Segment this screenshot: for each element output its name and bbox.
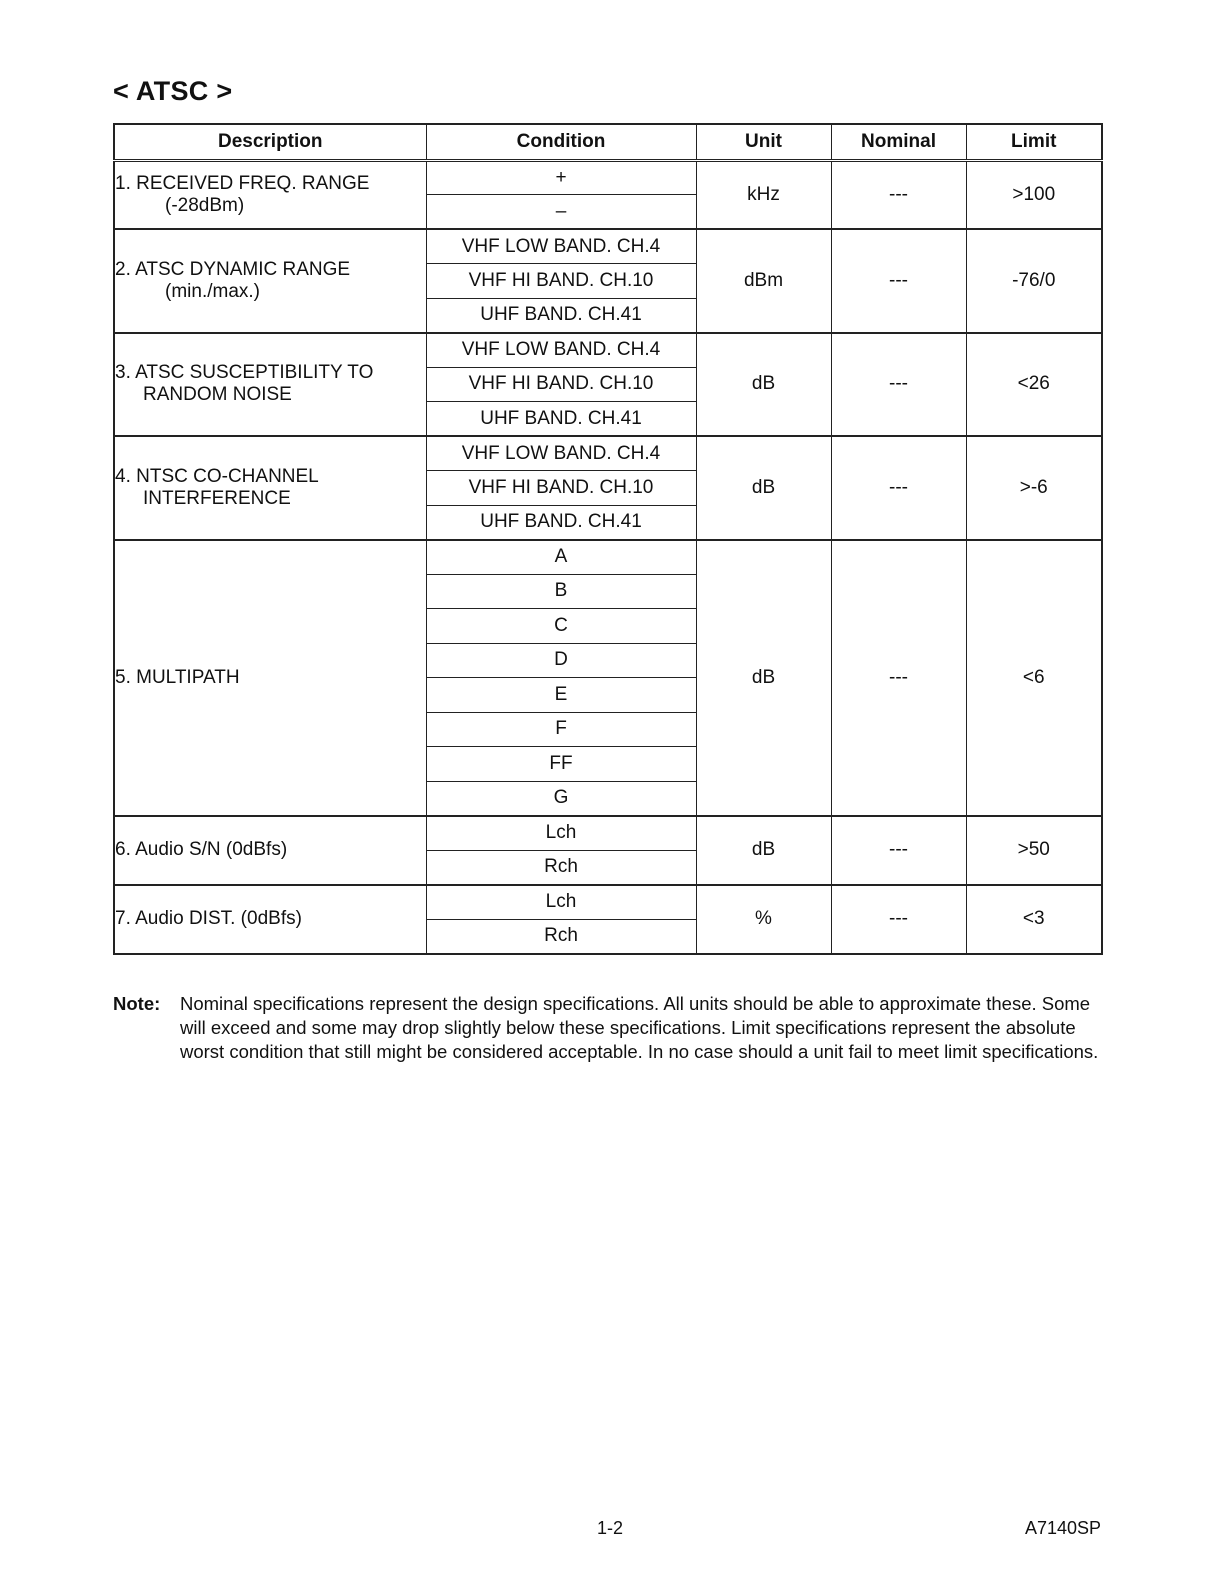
description-cell: [114, 436, 426, 540]
description-cell: [114, 540, 426, 816]
unit-cell: dBm: [696, 229, 831, 333]
spec-table: [113, 123, 1103, 955]
spec-group: [114, 333, 1102, 437]
condition-cell: B: [426, 574, 696, 609]
unit-cell: %: [696, 885, 831, 954]
page-number: 1-2: [596, 1518, 623, 1538]
condition-cell: Lch: [426, 885, 696, 920]
spec-group: [114, 160, 1102, 229]
unit-cell: kHz: [696, 160, 831, 229]
description-line: 3. ATSC SUSCEPTIBILITY TO: [115, 362, 374, 384]
description-line: 6. Audio S/N (0dBfs): [115, 839, 288, 860]
nominal-cell: ---: [831, 540, 966, 816]
description-line: 5. MULTIPATH: [115, 666, 240, 688]
nominal-cell: ---: [831, 885, 966, 954]
condition-cell: VHF HI BAND. CH.10: [426, 471, 696, 506]
table-row: [114, 229, 1102, 264]
condition-cell: Rch: [426, 919, 696, 954]
header-unit: Unit: [696, 124, 831, 160]
condition-cell: Rch: [426, 850, 696, 885]
nominal-cell: ---: [831, 160, 966, 229]
condition-cell: D: [426, 643, 696, 678]
condition-cell: G: [426, 781, 696, 816]
description-line: 1. RECEIVED FREQ. RANGE: [115, 172, 370, 194]
unit-cell: dB: [696, 540, 831, 816]
condition-cell: VHF LOW BAND. CH.4: [426, 229, 696, 264]
limit-cell: <3: [966, 885, 1102, 954]
condition-cell: –: [426, 195, 696, 230]
unit-cell: dB: [696, 436, 831, 540]
condition-cell: +: [426, 160, 696, 195]
condition-cell: FF: [426, 747, 696, 782]
description-cell: [114, 229, 426, 333]
header-row: [114, 124, 1102, 160]
description-line: (min./max.): [165, 280, 260, 302]
condition-cell: C: [426, 609, 696, 644]
description-cell: [114, 885, 426, 954]
condition-cell: VHF HI BAND. CH.10: [426, 367, 696, 402]
nominal-cell: ---: [831, 436, 966, 540]
description-line: 4. NTSC CO-CHANNEL: [115, 465, 319, 487]
condition-cell: F: [426, 712, 696, 747]
description-line: INTERFERENCE: [143, 487, 291, 509]
spec-group: [114, 885, 1102, 954]
description-cell: [114, 333, 426, 437]
spec-group: [114, 436, 1102, 540]
table-row: [114, 540, 1102, 575]
limit-cell: -76/0: [966, 229, 1102, 333]
header-description: Description: [114, 124, 426, 160]
description-cell: [114, 816, 426, 885]
header-condition: Condition: [426, 124, 696, 160]
limit-cell: <6: [966, 540, 1102, 816]
condition-cell: A: [426, 540, 696, 575]
spec-group: [114, 540, 1102, 816]
condition-cell: UHF BAND. CH.41: [426, 298, 696, 333]
header-nominal: Nominal: [831, 124, 966, 160]
description-line: RANDOM NOISE: [143, 384, 292, 406]
note: [113, 992, 1103, 1064]
condition-cell: VHF LOW BAND. CH.4: [426, 436, 696, 471]
unit-cell: dB: [696, 333, 831, 437]
page-title: < ATSC >: [113, 76, 233, 106]
limit-cell: >50: [966, 816, 1102, 885]
description-line: (-28dBm): [165, 194, 245, 216]
limit-cell: >-6: [966, 436, 1102, 540]
condition-cell: UHF BAND. CH.41: [426, 505, 696, 540]
condition-cell: VHF LOW BAND. CH.4: [426, 333, 696, 368]
table-row: [114, 436, 1102, 471]
condition-cell: Lch: [426, 816, 696, 851]
limit-cell: <26: [966, 333, 1102, 437]
document-code: A7140SP: [1024, 1518, 1101, 1538]
unit-cell: dB: [696, 816, 831, 885]
nominal-cell: ---: [831, 816, 966, 885]
description-line: 2. ATSC DYNAMIC RANGE: [115, 258, 351, 280]
condition-cell: VHF HI BAND. CH.10: [426, 264, 696, 299]
condition-cell: E: [426, 678, 696, 713]
nominal-cell: ---: [831, 333, 966, 437]
header-limit: Limit: [966, 124, 1102, 160]
spec-group: [114, 816, 1102, 885]
table-row: [114, 816, 1102, 851]
description-line: 7. Audio DIST. (0dBfs): [115, 908, 302, 929]
note-label: Note:: [113, 993, 161, 1014]
note-text: Nominal specifications represent the design specifications. All units should be able to approximate these. Some will exceed and some may drop slightly below these specifications. Limit specifications represent the absolute worst condition that still might be considered acceptable. In no case should a unit fail to meet limit specifications.: [180, 993, 1099, 1062]
limit-cell: >100: [966, 160, 1102, 229]
table-row: [114, 160, 1102, 195]
table-row: [114, 885, 1102, 920]
nominal-cell: ---: [831, 229, 966, 333]
condition-cell: UHF BAND. CH.41: [426, 402, 696, 437]
description-cell: [114, 160, 426, 229]
spec-group: [114, 229, 1102, 333]
table-row: [114, 333, 1102, 368]
